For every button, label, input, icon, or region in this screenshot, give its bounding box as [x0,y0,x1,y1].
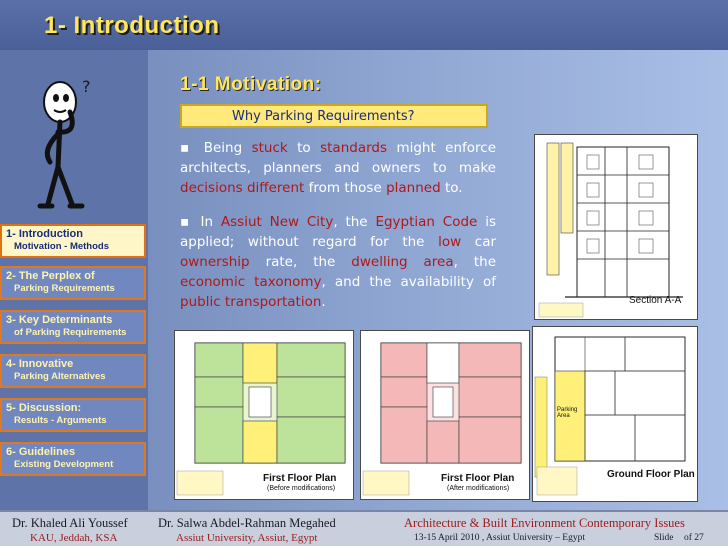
plan-after-label: First Floor Plan [441,473,515,484]
svg-text:?: ? [82,77,91,96]
plan-before-label: First Floor Plan [263,473,337,484]
nav-item-subtitle: Parking Requirements [14,283,115,294]
section-drawing-image [534,134,698,320]
parking-area-label: Parking Area [557,407,578,419]
nav-item-title: 2- The Perplex of [6,270,95,282]
sub-header-text: Why Parking Requirements? [232,109,415,124]
sub-header-box [180,104,488,128]
section-title: 1-1 Motivation: [180,74,322,95]
plan-after-image [360,330,530,500]
bullet-icon: ▪ [180,214,193,230]
slide-title: 1- Introduction [44,12,220,39]
bullet-icon: ▪ [180,140,195,156]
section-drawing [535,135,697,319]
plan-after-sublabel: (After modifications) [447,485,510,492]
footer-slide-label: Slide [654,533,674,543]
nav-item-title: 3- Key Determinants [6,314,113,326]
nav-item-key-determinants[interactable] [0,310,146,344]
section-label: Section A-A [629,295,682,306]
nav-item-subtitle: Results - Arguments [14,415,107,426]
nav-item-introduction[interactable] [0,224,146,258]
footer-conference: Architecture & Built Environment Contemporary Issues [404,516,685,530]
plan-before-sublabel: (Before modifications) [267,485,336,492]
thinking-figure-illustration [20,72,130,212]
footer-slide-total: of 27 [684,533,704,543]
nav-item-subtitle: Parking Alternatives [14,371,106,382]
ground-floor-label: Ground Floor Plan [607,469,695,480]
paragraph-assiut-new-city: ▪ In Assiut New City, the Egyptian Code is applied; without regard for the low car ownership rate, the dwelling area, the economic taxonomy, and the availability of public transportation. [180,214,497,310]
nav-item-title: 5- Discussion: [6,402,82,414]
nav-item-title: 1- Introduction [6,228,83,240]
nav-item-innovative[interactable] [0,354,146,388]
nav-item-subtitle: of Parking Requirements [14,327,127,338]
nav-item-title: 6- Guidelines [6,446,76,458]
paragraph-being-stuck: ▪ Being stuck to standards might enforce architects, planners and owners to make decisions different from those planned to. [180,140,497,196]
ground-floor-plan-image [532,326,698,502]
footer-author-1: Dr. Khaled Ali Youssef [12,516,128,530]
nav-item-guidelines[interactable] [0,442,146,476]
plan-before-image [174,330,354,500]
nav-item-subtitle: Motivation - Methods [14,241,109,252]
nav-item-perplex[interactable] [0,266,146,300]
footer [0,510,728,546]
footer-conference-date: 13-15 April 2010 , Assiut University – Egypt [414,533,585,543]
nav-item-title: 4- Innovative [6,358,74,370]
nav-item-discussion[interactable] [0,398,146,432]
nav-item-subtitle: Existing Development [14,459,114,470]
footer-author-2: Dr. Salwa Abdel-Rahman Megahed [158,516,336,530]
footer-affiliation-2: Assiut University, Assiut, Egypt [176,532,318,544]
footer-affiliation-1: KAU, Jeddah, KSA [30,532,118,544]
